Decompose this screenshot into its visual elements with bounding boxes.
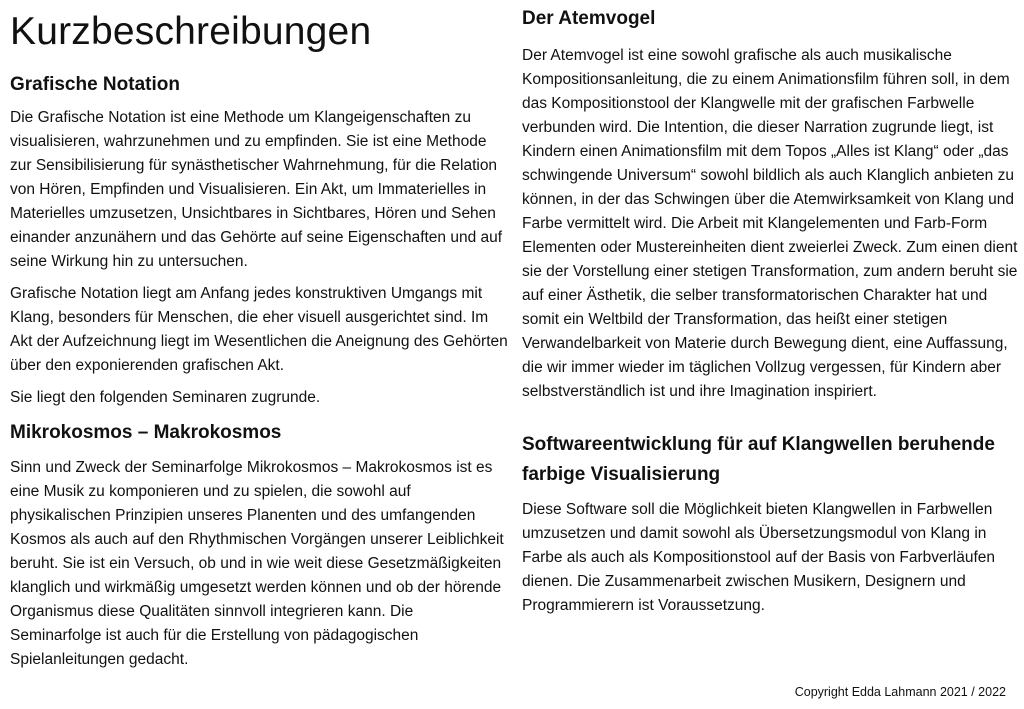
page-title: Kurzbeschreibungen: [10, 10, 372, 53]
left-column: [10, 8, 508, 672]
paragraph-grafische-notation-3: Sie liegt den folgenden Seminaren zugrunde.: [10, 389, 321, 406]
section-software: [522, 430, 1018, 618]
section-grafische-notation: [10, 72, 508, 410]
paragraph-mikrokosmos: Sinn und Zweck der Seminarfolge Mikrokosmos – Makrokosmos ist es eine Musik zu komponieren und zu spielen, die sowohl auf physikalischen Prinzipien unseres Planenten und des umfangenden Kosmos als auch auf den Rhythmischen Vorgängen unserer Leiblichkeit beruht. Sie ist ein Versuch, ob und in wie weit diese Gesetzmäßigkeiten klanglich und wirkmäßig umgesetzt werden können und ob der hörende Organismus diese Qualitäten sinnvoll integrieren kann. Die Seminarfolge ist auch für die Erstellung von pädagogischen Spielanleitungen gedacht.: [10, 459, 504, 668]
paragraph-grafische-notation-1: Die Grafische Notation ist eine Methode um Klangeigenschaften zu visualisieren, wahrzunehmen und zu empfinden. Sie ist eine Methode zur Sensibilisierung für synästhetischer Wahrnehmung, für die Relation von Hören, Empfinden und Visualisieren. Ein Akt, um Immaterielles in Materielles umzusetzen, Unsichtbares in Sichtbares, Hören und Sehen einander anzunähern und das Gehörte auf seine Eigenschaften und auf seine Wirkung hin zu untersuchen.: [10, 109, 503, 270]
right-column: [522, 6, 1018, 618]
heading-software: Softwareentwicklung für auf Klangwellen beruhende farbige Visualisierung: [522, 434, 995, 485]
paragraph-software: Diese Software soll die Möglichkeit bieten Klangwellen in Farbwellen umzusetzen und damit sowohl als Übersetzungsmodul von Klang in Farbe als auch als Kompositionstool auf der Basis von Farbverläufen dienen. Die Zusammenarbeit zwischen Musikern, Designern und Programmierern ist Voraussetzung.: [522, 501, 995, 614]
copyright-notice: Copyright Edda Lahmann 2021 / 2022: [794, 685, 1006, 699]
section-mikrokosmos: [10, 420, 508, 672]
paragraph-grafische-notation-2: Grafische Notation liegt am Anfang jedes konstruktiven Umgangs mit Klang, besonders für Menschen, die eher visuell ausgerichtet sind. Im Akt der Aufzeichnung liegt im Wesentlichen die Aneignung des Gehörten über den exponierenden grafischen Akt.: [10, 285, 508, 374]
paragraph-atemvogel: Der Atemvogel ist eine sowohl grafische als auch musikalische Kompositionsanleitung, die zu einem Animationsfilm führen soll, in dem das Kompositionstool der Klangwelle mit der grafischen Farbwelle verbunden wird. Die Intention, die dieser Narration zugrunde liegt, ist Kindern einen Animationsfilm mit dem Topos „Alles ist Klang“ oder „das schwingende Universum“ sowohl bildlich als auch Klanglich anbieten zu können, in der das Schwingen über die Atemwirksamkeit von Klang und Farbe vermittelt wird. Die Arbeit mit Klangelementen und Farb-Form Elementen oder Mustereinheiten dient zweierlei Zweck. Zum einen dient sie der Vorstellung einer stetigen Transformation, zum andern beruht sie auf einer Ästhetik, die selber transformatorischen Charakter hat und somit ein Weltbild der Transformation, das heißt einer stetigen Verwandelbarkeit von Materie durch Bewegung dient, eine Auffassung, die wir immer wieder im täglichen Vollzug vergessen, für Kindern aber selbstverständlich ist und ihre Imagination inspiriert.: [522, 47, 1018, 400]
heading-mikrokosmos: Mikrokosmos – Makrokosmos: [10, 422, 282, 443]
heading-atemvogel: Der Atemvogel: [522, 8, 656, 29]
heading-grafische-notation: Grafische Notation: [10, 74, 180, 95]
section-atemvogel: [522, 6, 1018, 404]
